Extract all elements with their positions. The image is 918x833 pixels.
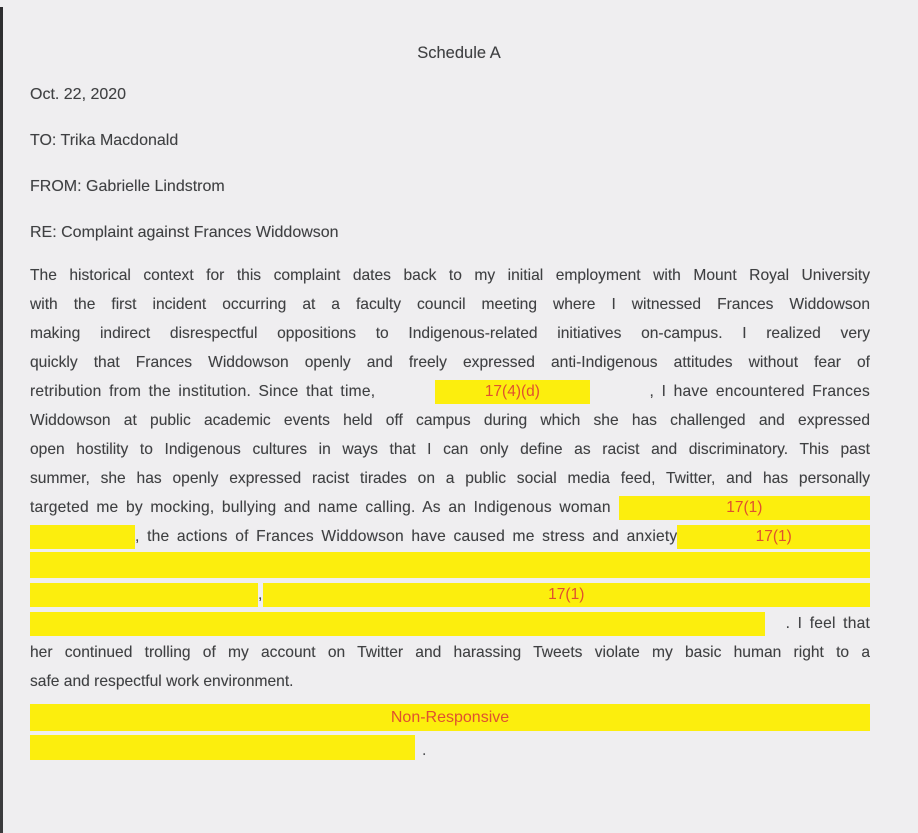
body-line-13: [30, 609, 870, 638]
body-line-3: making indirect disrespectful oppositions to Indigenous-related initiatives on-campus. I realized very: [30, 325, 870, 342]
body-line-1: The historical context for this complaint dates back to my initial employment with Mount Royal University: [30, 267, 870, 284]
body-line-6: Widdowson at public academic events held off campus during which she has challenged and expressed: [30, 412, 870, 429]
body-line-7: open hostility to Indigenous cultures in ways that I can only define as racist and discriminatory. This past: [30, 441, 870, 458]
redaction-17-1-b: 17(1): [677, 525, 870, 549]
re-line: RE: Complaint against Frances Widdowson: [30, 224, 339, 241]
redaction-bar-left: [30, 583, 258, 607]
date-line: Oct. 22, 2020: [30, 86, 127, 103]
redaction-17-1-a: 17(1): [619, 496, 870, 520]
redaction-bar-final: [30, 735, 415, 760]
body-line-8: summer, she has openly expressed racist tirades on a public social media feed, Twitter, and has personally: [30, 470, 870, 487]
redaction-bar-full: [30, 552, 870, 578]
to-line: TO: Trika Macdonald: [30, 132, 179, 149]
body-line-5-post: , I have encountered Frances: [649, 383, 870, 400]
body-line-5: [30, 377, 870, 406]
body-line-4: quickly that Frances Widdowson openly and freely expressed anti-Indigenous attitudes without fear of: [30, 354, 870, 371]
from-line: FROM: Gabrielle Lindstrom: [30, 178, 225, 195]
body-line-2: with the first incident occurring at a faculty council meeting where I witnessed Frances Widdowson: [30, 296, 870, 313]
redaction-non-responsive: Non-Responsive: [30, 704, 870, 731]
body-line-12-comma: ,: [258, 586, 263, 603]
body-line-13-text: . I feel that: [785, 615, 870, 632]
body-line-10: [30, 522, 870, 551]
page-title: Schedule A: [417, 44, 501, 62]
redaction-bar-long: [30, 612, 765, 636]
redaction-17-1-c: 17(1): [263, 583, 870, 607]
redaction-bar-short: [30, 525, 135, 549]
body-paragraph: [30, 261, 870, 696]
body-line-9-text: targeted me by mocking, bullying and name calling. As an Indigenous woman: [30, 499, 611, 516]
body-line-11: [30, 551, 870, 580]
body-line-14: her continued trolling of my account on Twitter and harassing Tweets violate my basic human right to a: [30, 644, 870, 661]
body-line-12: [30, 580, 870, 609]
body-line-5-pre: retribution from the institution. Since that time,: [30, 383, 376, 400]
scan-edge-artifact: [0, 7, 3, 833]
redaction-17-4-d: 17(4)(d): [435, 380, 590, 404]
body-line-15: safe and respectful work environment.: [30, 673, 294, 690]
body-line-10-text: , the actions of Frances Widdowson have caused me stress and anxiety: [135, 528, 678, 545]
final-period: .: [422, 742, 427, 759]
body-line-9: [30, 493, 870, 522]
final-redaction-row: [30, 735, 426, 760]
